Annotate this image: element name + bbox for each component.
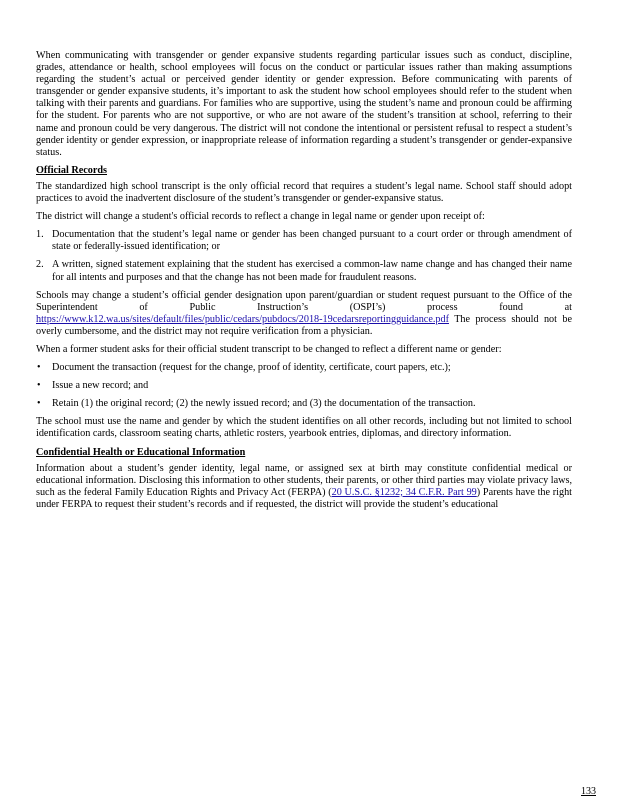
paragraph-former-student: When a former student asks for their official student transcript to be changed to reflect a different name or gender:: [36, 343, 502, 355]
list-item-text: Retain (1) the original record; (2) the newly issued record; and (3) the documentation of the transaction.: [52, 398, 476, 410]
bullet-icon: •: [37, 398, 41, 410]
list-item: [36, 398, 572, 410]
ospi-guidance-link[interactable]: https://www.k12.wa.us/sites/default/files/public/cedars/pubdocs/2018-19cedarsreportingguidance.pdf: [36, 313, 449, 325]
numbered-list: [36, 229, 572, 283]
heading-confidential-information: Confidential Health or Educational Information: [36, 446, 246, 458]
list-item: [36, 380, 572, 392]
heading-official-records: Official Records: [36, 164, 108, 176]
list-item-text: Document the transaction (request for the change, proof of identity, certificate, court papers, etc.);: [52, 362, 451, 374]
document-page: [36, 50, 572, 517]
list-item-text: A written, signed statement explaining that the student has exercised a common-law name change and has changed their name for all intents and purposes and that the change has not been made for fraudulent reasons.: [52, 259, 572, 283]
list-item: [36, 229, 572, 253]
paragraph-ospi: [36, 290, 572, 338]
list-marker: 1.: [36, 229, 44, 241]
paragraph-communicating: When communicating with transgender or gender expansive students regarding particular issues such as conduct, discipline, grades, attendance or health, school employees will focus on the conduct or particular issues rather than making assumptions regarding the student’s actual or perceived gender identity or gender expression. Before communicating with parents of transgender or gender expansive students, it’s important to ask the student how school employees should refer to the student when talking with their parents and guardians. For families who are supportive, using the student’s name and pronoun could be affirming for the student. For parents who are not supportive, or who are not aware of the student’s transition at school, referring to their name and pronoun could be very dangerous. The district will not condone the intentional or persistent refusal to respect a student’s gender identity or gender expression, or inappropriate release of information regarding a student’s transgender or gender-expansive status.: [36, 50, 572, 158]
list-marker: 2.: [36, 259, 44, 271]
bullet-icon: •: [37, 362, 41, 374]
page-number: 133: [581, 786, 596, 797]
paragraph-confidential-text-end: ) Parents have the right under FERPA to request their student’s records and if requested, the district will provide the student’s educational: [36, 486, 572, 510]
paragraph-transcript: The standardized high school transcript is the only official record that requires a student’s legal name. School staff should adopt practices to avoid the inadvertent disclosure of the student’s transgender or gender-expansive status.: [36, 180, 572, 205]
paragraph-confidential: [36, 463, 572, 511]
paragraph-record-change: The district will change a student's official records to reflect a change in legal name or gender upon receipt of:: [36, 211, 485, 223]
ferpa-citation-link[interactable]: 20 U.S.C. §1232; 34 C.F.R. Part 99: [331, 486, 477, 498]
list-item: [36, 259, 572, 283]
paragraph-other-records: The school must use the name and gender by which the student identifies on all other records, including but not limited to school identification cards, classroom seating charts, athletic rosters, yearbook entries, diplomas, and directory information.: [36, 416, 572, 440]
paragraph-confidential-text: Information about a student’s gender identity, legal name, or assigned sex at birth may constitute confidential medical or educational information. Disclosing this information to other students, their parents, or other third parties may violate privacy laws, such as the federal Family Education Rights and Privacy Act (FERPA) (: [36, 462, 572, 498]
bullet-icon: •: [37, 380, 41, 392]
list-item: [36, 362, 572, 374]
paragraph-ospi-text: Schools may change a student’s official gender designation upon parent/guardian or student request pursuant to the Office of the Superintendent of Public Instruction’s (OSPI’s) process found at: [36, 289, 572, 313]
bullet-list: [36, 362, 572, 410]
list-item-text: Issue a new record; and: [52, 380, 149, 392]
paragraph-ospi-text-end: The process should not be overly cumbersome, and the district may not require verification from a physician.: [36, 313, 572, 337]
list-item-text: Documentation that the student’s legal name or gender has been changed pursuant to a court order or through amendment of state or federally-issued identification; or: [52, 229, 572, 253]
